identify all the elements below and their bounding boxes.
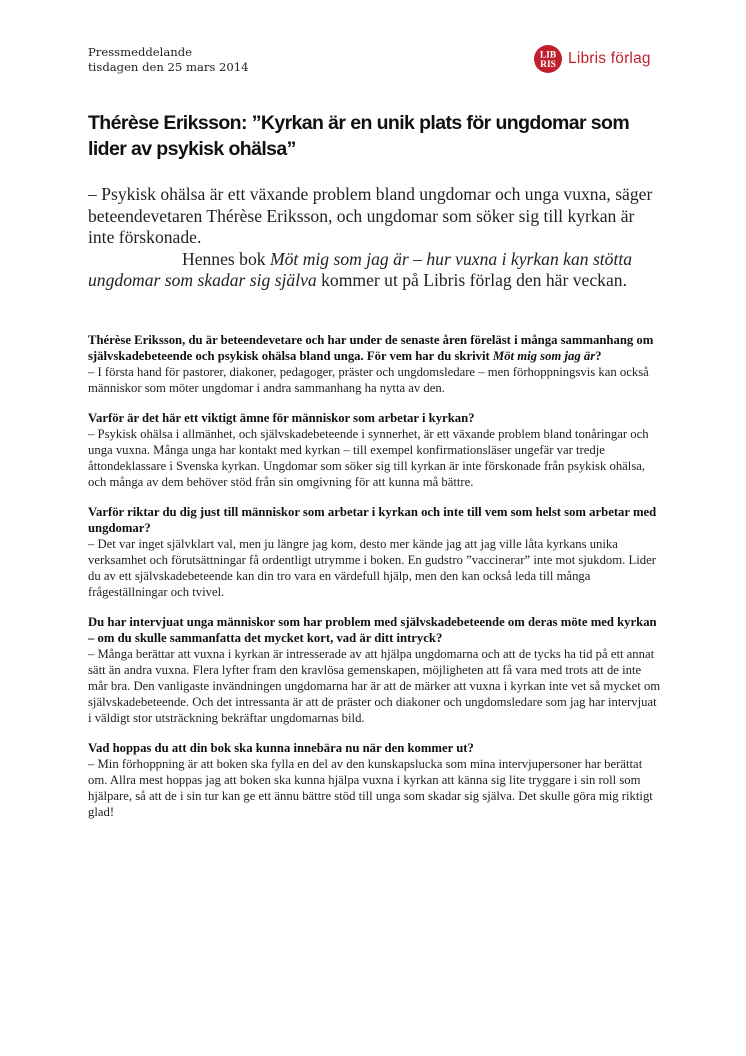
question: Varför är det här ett viktigt ämne för människor som arbetar i kyrkan? — [88, 411, 475, 426]
lead-section — [88, 184, 658, 292]
qa-item — [88, 411, 663, 491]
answer: – Min förhoppning är att boken ska fylla en del av den kunskapslucka som mina intervjupersoner har berättat om. Allra mest hoppas jag att boken ska kunna hjälpa vuxna i kyrkan att känna sig lite tryggare i sin roll som hjälpare, så att de i sin tur kan ge ett ännu bättre stöd till unga som skadar sig själva. Det skulle göra mig riktigt glad! — [88, 756, 653, 819]
headline: Thérèse Eriksson: ”Kyrkan är en unik plats för ungdomar som lider av psykisk ohälsa” — [88, 112, 630, 160]
lead-text-before: Hennes bok — [182, 248, 270, 269]
qa-item — [88, 505, 663, 600]
libris-logo-icon — [533, 44, 563, 74]
answer: – Det var inget självklart val, men ju längre jag kom, desto mer kände jag att jag ville låta kyrkans unika verksamhet och förutsättningar få ordentligt utrymme i boken. En gudstro ”vaccinerar” inte mot sjukdom. Lider du av ett självskadebeteende kan din tro vara en värdefull hjälp, men den kan också leda till många frågeställningar och tvivel. — [88, 536, 656, 599]
question — [88, 333, 663, 365]
lead-paragraph: – Psykisk ohälsa är ett växande problem bland ungdomar och unga vuxna, säger beteendevetaren Thérèse Eriksson, och ungdomar som söker sig till kyrkan är inte förskonade. — [88, 184, 653, 247]
qa-item — [88, 615, 663, 726]
answer: – Många berättar att vuxna i kyrkan är intresserade av att hjälpa ungdomarna och att de tycks ha tid på ett annat sätt än andra vuxna. Flera lyfter fram den kravlösa gemenskapen, möjligheten att få vara med trots att de inte mår bra. Den vanligaste invändningen ungdomarna har är att de märker att vuxna i kyrkan inte vet så mycket om självskadebeteende. Och det intressanta är att de präster och diakoner och ungdomsledare som jag har intervjuat i väldigt stor utsträckning bekräftar ungdomarnas bild. — [88, 646, 661, 725]
question: Vad hoppas du att din bok ska kunna innebära nu när den kommer ut? — [88, 740, 474, 755]
qa-item — [88, 333, 663, 397]
document-type-label: Pressmeddelande — [88, 45, 193, 59]
qa-item — [88, 741, 663, 821]
svg-text:LIB: LIB — [539, 50, 557, 61]
question: Du har intervjuat unga människor som har problem med självskadebeteende om deras möte med kyrkan – om du skulle sammanfatta det mycket kort, vad är ditt intryck? — [88, 615, 657, 645]
book-title: Möt mig som jag är – hur vuxna i kyrkan kan stötta ungdomar som skadar sig själva — [88, 248, 633, 290]
question-text-end: ? — [595, 348, 602, 363]
interview-section — [88, 333, 663, 835]
publisher-logo — [533, 44, 651, 74]
lead-book-paragraph — [88, 249, 658, 292]
lead-text-after: kommer ut på Libris förlag den här veckan. — [316, 270, 627, 290]
answer: – I första hand för pastorer, diakoner, pedagoger, präster och ungdomsledare – men förhoppningsvis kan också människor som möter ungdomar i andra sammanhang ha nytta av den. — [88, 364, 649, 395]
header-meta — [88, 45, 249, 75]
release-date: tisdagen den 25 mars 2014 — [88, 60, 249, 74]
svg-text:RIS: RIS — [540, 60, 556, 70]
answer: – Psykisk ohälsa i allmänhet, och självskadebeteende i synnerhet, är ett växande problem bland tonåringar och unga vuxna. Många unga har kontakt med kyrkan – till exempel konfirmationsläser ungefär var tredje åttondeklassare i Svenska kyrkan. Ungdomar som söker sig till kyrkan är inte förskonade från psykisk ohälsa, och många av dem behöver stöd från sin omgivning för att kunna må bättre. — [88, 427, 649, 489]
question: Varför riktar du dig just till människor som arbetar i kyrkan och inte till vem som helst som arbetar med ungdomar? — [88, 505, 657, 536]
publisher-name: Libris förlag — [568, 50, 651, 67]
question-book-title: Möt mig som jag är — [492, 348, 596, 363]
question-text: Thérèse Eriksson, du är beteendevetare och har under de senaste åren föreläst i många sammanhang om självskadebeteende och psykisk ohälsa bland unga. För vem har du skrivit — [88, 333, 654, 363]
